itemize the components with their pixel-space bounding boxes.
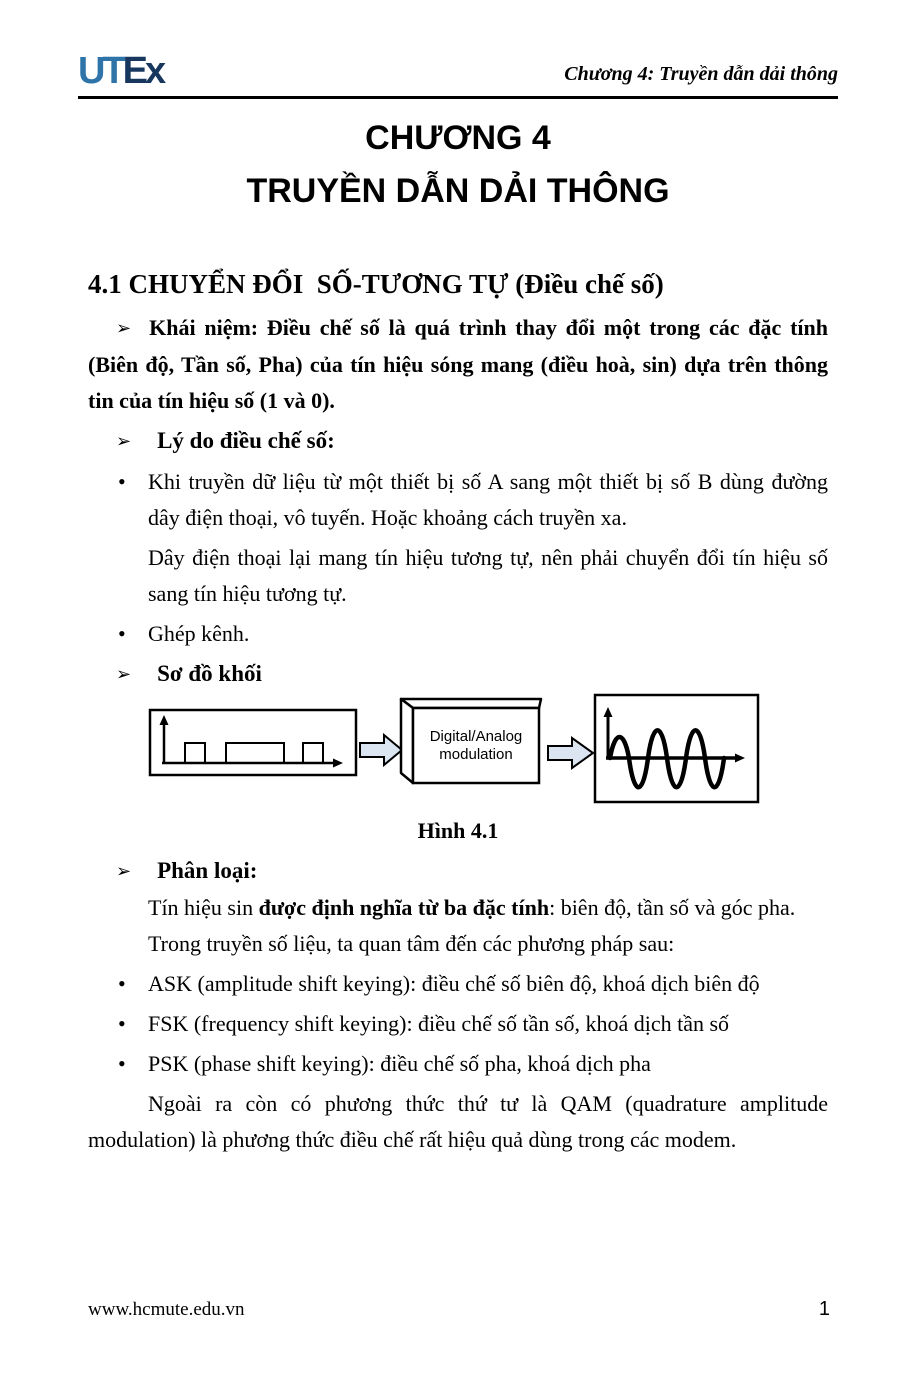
page-body — [88, 99, 828, 1158]
arrow-bullet-icon: ➢ — [116, 318, 132, 339]
chapter-title — [88, 112, 828, 218]
run-normal: Tín hiệu sin — [148, 895, 259, 920]
khai-niem-text: Khái niệm: Điều chế số là quá trình thay đổi một trong các đặc tính (Biên độ, Tần số, Pha) của tín hiệu sóng mang (điều hoà, sin) dựa trên thông tin của tín hiệu số (1 và 0). — [88, 315, 828, 413]
footer-website: www.hcmute.edu.vn — [88, 1299, 245, 1320]
running-title: Chương 4: Truyền dẫn dải thông — [564, 63, 838, 85]
dot-bullet-icon: • — [118, 1011, 126, 1036]
sine-definition-paragraph — [88, 890, 828, 926]
block-arrow-icon — [360, 735, 402, 765]
so-do-khoi-heading — [88, 656, 828, 693]
list-item-text: PSK (phase shift keying): điều chế số pha, khoá dịch pha — [148, 1051, 651, 1076]
list-item-text: ASK (amplitude shift keying): điều chế số biên độ, khoá dịch biên độ — [148, 971, 760, 996]
list-item-ask — [88, 966, 828, 1002]
arrow-bullet-icon: ➢ — [116, 431, 132, 452]
so-do-khoi-heading-label: Sơ đồ khối — [157, 661, 262, 686]
analog-signal-plot — [595, 695, 758, 802]
list-item-text: Khi truyền dữ liệu từ một thiết bị số A sang một thiết bị số B dùng đường dây điện thoại, vô tuyến. Hoặc khoảng cách truyền xa. — [148, 469, 828, 530]
arrow-bullet-icon: ➢ — [116, 664, 132, 685]
run-normal: : biên độ, tần số và góc pha. — [549, 895, 796, 920]
list-item-ghep-kenh — [88, 616, 828, 652]
phan-loai-heading — [88, 853, 828, 890]
footer-page-number: 1 — [818, 1298, 830, 1320]
ly-do-heading-label: Lý do điều chế số: — [157, 428, 335, 453]
dot-bullet-icon: • — [118, 469, 126, 494]
da-modulation-block — [401, 699, 541, 783]
phan-loai-heading-label: Phân loại: — [157, 858, 258, 883]
qam-paragraph: Ngoài ra còn có phương thức thứ tư là QAM (quadrature amplitude modulation) là phương thức điều chế rất hiệu quả dùng trong các modem. — [88, 1091, 828, 1152]
dot-bullet-icon: • — [118, 621, 126, 646]
list-item-psk — [88, 1046, 828, 1082]
digital-signal-plot — [150, 710, 356, 775]
logo-text-primary: UT — [78, 50, 123, 92]
figure-caption: Hình 4.1 — [417, 818, 499, 843]
modulation-block-label-line1: Digital/Analog — [429, 728, 523, 745]
utex-logo — [78, 52, 163, 90]
run-bold: được định nghĩa từ ba đặc tính — [258, 895, 550, 920]
section-heading: 4.1 CHUYỂN ĐỔI SỐ-TƯƠNG TỰ (Điều chế số) — [88, 269, 664, 299]
figure-4-1 — [88, 693, 828, 849]
note-paragraph: Dây điện thoại lại mang tín hiệu tương tự, nên phải chuyển đổi tín hiệu số sang tín hiệu tương tự. — [148, 545, 828, 606]
methods-intro-paragraph: Trong truyền số liệu, ta quan tâm đến các phương pháp sau: — [148, 931, 675, 956]
list-item-truyen-du-lieu — [88, 464, 828, 536]
list-item-text: FSK (frequency shift keying): điều chế số tần số, khoá dịch tần số — [148, 1011, 730, 1036]
logo-text-secondary: Ex — [122, 50, 164, 92]
list-item-text: Ghép kênh. — [148, 621, 250, 646]
list-item-fsk — [88, 1006, 828, 1042]
arrow-bullet-icon: ➢ — [116, 861, 132, 882]
chapter-name-line: TRUYỀN DẪN DẢI THÔNG — [246, 172, 670, 210]
block-arrow-icon — [548, 738, 593, 768]
page-header — [78, 0, 838, 99]
dot-bullet-icon: • — [118, 971, 126, 996]
block-diagram — [138, 693, 778, 807]
modulation-block-label-line2: modulation — [439, 746, 513, 763]
ly-do-heading — [88, 423, 828, 460]
chapter-number-line: CHƯƠNG 4 — [365, 119, 551, 157]
page-footer — [88, 1298, 830, 1321]
dot-bullet-icon: • — [118, 1051, 126, 1076]
khai-niem-paragraph — [88, 310, 828, 419]
